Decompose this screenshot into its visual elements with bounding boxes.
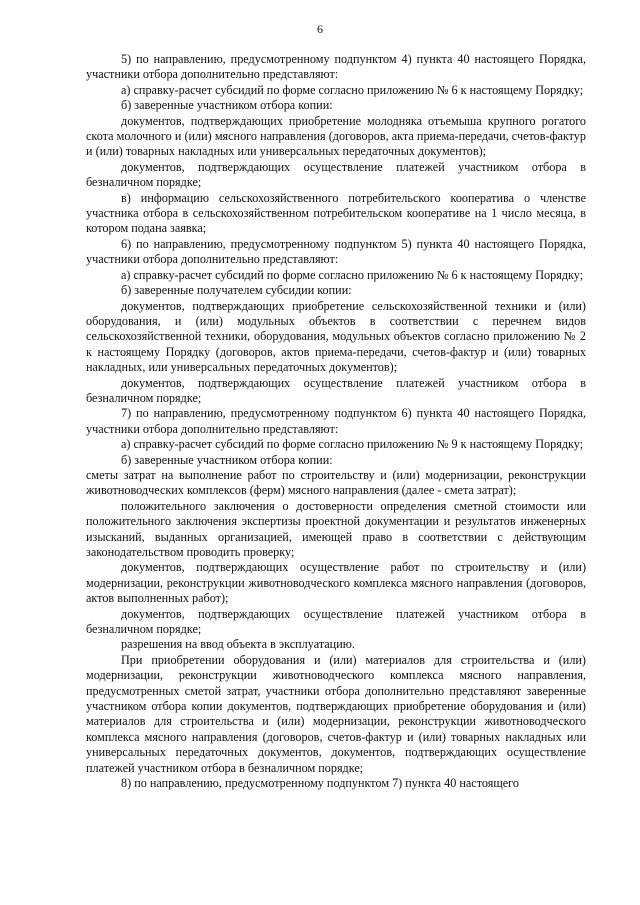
document-body bbox=[86, 52, 586, 792]
paragraph: 7) по направлению, предусмотренному подпунктом 6) пункта 40 настоящего Порядка, участники отбора дополнительно представляют: bbox=[86, 406, 586, 436]
paragraph: в) информацию сельскохозяйственного потребительского кооператива о членстве участника отбора в сельскохозяйственном потребительском кооперативе на 1 число месяца, в котором подана заявка; bbox=[86, 190, 586, 236]
paragraph: документов, подтверждающих осуществление платежей участником отбора в безналичном порядке; bbox=[86, 159, 586, 190]
paragraph: документов, подтверждающих приобретение молодняка отъемыша крупного рогатого скота молочного и (или) мясного направления (договоров, акта приема-передачи, счетов-фактур и (или) товарных накладных или универсальных передаточных документов); bbox=[86, 113, 586, 159]
paragraph: б) заверенные получателем субсидии копии: bbox=[121, 283, 352, 298]
paragraph: а) справку-расчет субсидий по форме согласно приложению № 9 к настоящему Порядку; bbox=[121, 437, 584, 452]
paragraph: б) заверенные участником отбора копии: bbox=[121, 452, 333, 467]
paragraph: документов, подтверждающих осуществление платежей участником отбора в безналичном порядке; bbox=[86, 606, 586, 637]
paragraph: 8) по направлению, предусмотренному подпунктом 7) пункта 40 настоящего bbox=[121, 776, 519, 791]
paragraph: сметы затрат на выполнение работ по строительству и (или) модернизации, реконструкции животноводческих комплексов (ферм) мясного направления (далее - смета затрат); bbox=[86, 467, 586, 498]
paragraph: положительного заключения о достоверности определения сметной стоимости или положительного заключения экспертизы проектной документации и результатов инженерных изысканий, выданных организацией, имеющей право в соответствии с действующим законодательством проводить проверку; bbox=[86, 498, 586, 559]
paragraph: а) справку-расчет субсидий по форме согласно приложению № 6 к настоящему Порядку; bbox=[121, 267, 584, 282]
paragraph: 5) по направлению, предусмотренному подпунктом 4) пункта 40 настоящего Порядка, участники отбора дополнительно представляют: bbox=[86, 52, 586, 82]
paragraph: документов, подтверждающих осуществление платежей участником отбора в безналичном порядке; bbox=[86, 375, 586, 405]
paragraph: При приобретении оборудования и (или) материалов для строительства и (или) модернизации, реконструкции животноводческого комплекса мясного направления, предусмотренных сметой затрат, участники отбора дополнительно представляют заверенные участником отбора копии документов, подтверждающих приобретение оборудования и (или) материалов для строительства и (или) модернизации, реконструкции животноводческого комплекса мясного направления (договоров, счетов-фактур и (или) товарных накладных или универсальных передаточных документов, документов, подтверждающих осуществление платежей участником отбора в безналичном порядке; bbox=[86, 652, 586, 775]
paragraph: 6) по направлению, предусмотренному подпунктом 5) пункта 40 настоящего Порядка, участники отбора дополнительно представляют: bbox=[86, 236, 586, 267]
paragraph: б) заверенные участником отбора копии: bbox=[121, 98, 333, 113]
paragraph: документов, подтверждающих осуществление работ по строительству и (или) модернизации, реконструкции животноводческого комплекса мясного направления (договоров, актов выполненных работ); bbox=[86, 560, 586, 606]
paragraph: разрешения на ввод объекта в эксплуатацию. bbox=[121, 637, 355, 652]
paragraph: а) справку-расчет субсидий по форме согласно приложению № 6 к настоящему Порядку; bbox=[121, 82, 584, 97]
paragraph: документов, подтверждающих приобретение сельскохозяйственной техники и (или) оборудования, и (или) модульных объектов в соответствии с перечнем видов сельскохозяйственной техники, оборудования, модульных объектов согласно приложению № 2 к настоящему Порядку (договоров, актов приема-передачи, счетов-фактур и (или) товарных накладных, или универсальных передаточных документов); bbox=[86, 298, 586, 375]
page-number: 6 bbox=[317, 22, 323, 36]
